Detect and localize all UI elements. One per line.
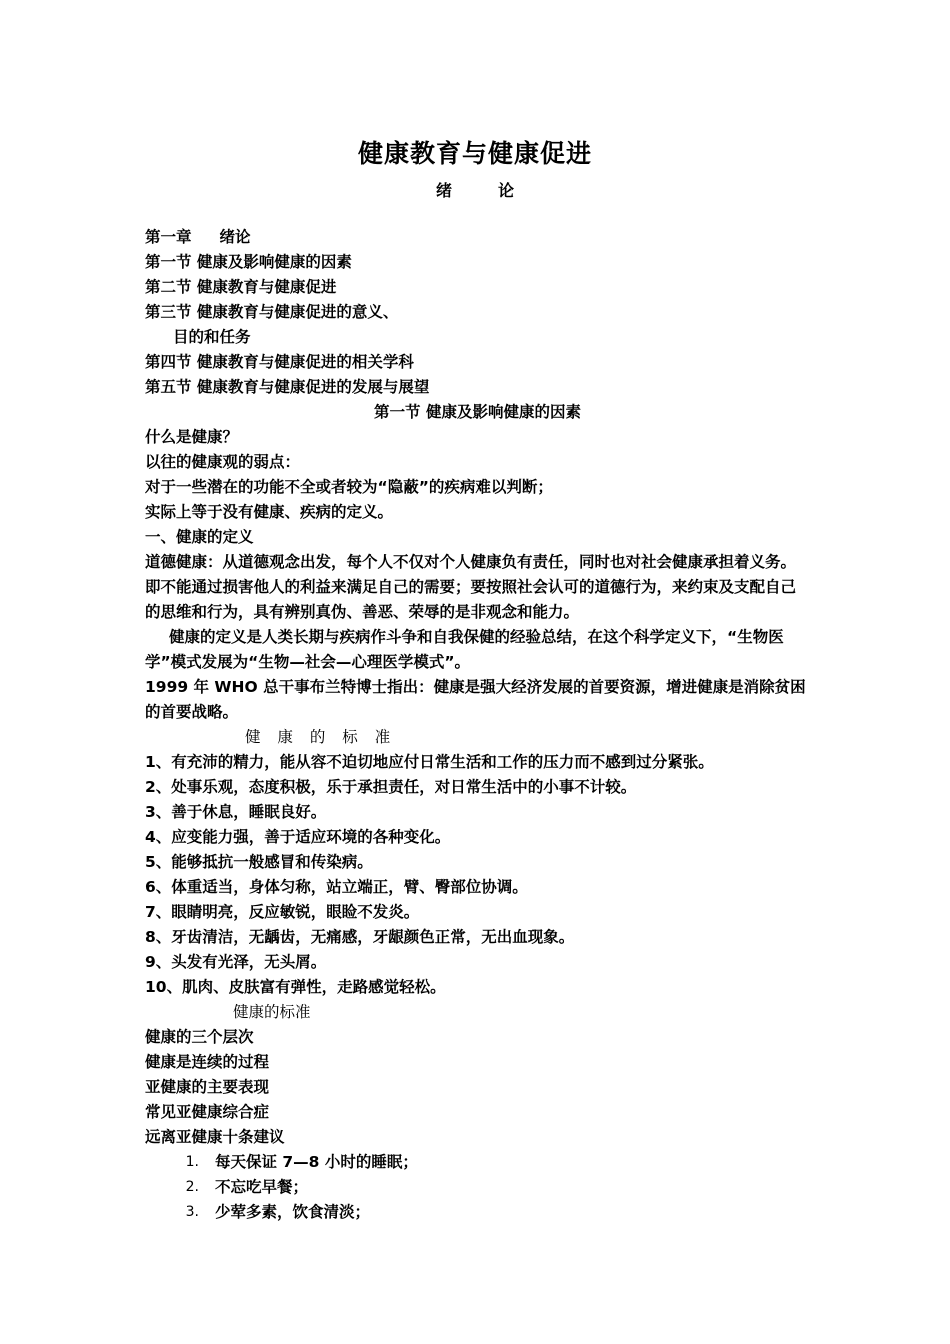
advice-item xyxy=(145,1175,810,1200)
subtitle-right: 论 xyxy=(498,181,515,200)
topic-line: 亚健康的主要表现 xyxy=(145,1078,270,1096)
advice-text: 少荤多素，饮食清淡； xyxy=(215,1203,371,1221)
standard-item: 6、体重适当，身体匀称，站立端正，臂、臀部位协调。 xyxy=(145,878,528,896)
standards-heading: 健 康 的 标 准 xyxy=(245,728,397,746)
toc-section: 第三节 健康教育与健康促进的意义、 xyxy=(145,303,399,321)
topic-line: 健康的三个层次 xyxy=(145,1028,254,1046)
body-line: 对于一些潜在的功能不全或者较为“隐蔽”的疾病难以判断； xyxy=(145,478,553,496)
toc-chapter: 第一章 绪论 xyxy=(145,228,251,246)
advice-item xyxy=(145,1200,810,1225)
topic-line: 常见亚健康综合症 xyxy=(145,1103,270,1121)
toc-section: 第二节 健康教育与健康促进 xyxy=(145,278,337,296)
toc-section: 第四节 健康教育与健康促进的相关学科 xyxy=(145,353,414,371)
advice-text: 不忘吃早餐； xyxy=(215,1178,309,1196)
document-subtitle xyxy=(0,178,950,201)
advice-text: 每天保证 7—8 小时的睡眠； xyxy=(215,1153,418,1171)
body-line: 以往的健康观的弱点： xyxy=(145,453,301,471)
body-line: 什么是健康？ xyxy=(145,428,239,446)
body-line: 实际上等于没有健康、疾病的定义。 xyxy=(145,503,394,521)
standards-heading-2: 健康的标准 xyxy=(233,1003,311,1021)
definition-summary-paragraph: 健康的定义是人类长期与疾病作斗争和自我保健的经验总结，在这个科学定义下，“生物医学”模式发展为“生物—社会—心理医学模式”。 xyxy=(145,628,784,671)
standard-item: 8、牙齿清洁，无龋齿，无痛感，牙龈颜色正常，无出血现象。 xyxy=(145,928,575,946)
advice-number: 3. xyxy=(185,1204,199,1220)
advice-number: 2. xyxy=(185,1179,199,1195)
subtitle-left: 绪 xyxy=(435,181,452,200)
toc-section: 第五节 健康教育与健康促进的发展与展望 xyxy=(145,378,430,396)
moral-health-paragraph: 道德健康：从道德观念出发，每个人不仅对个人健康负有责任，同时也对社会健康承担着义务。即不能通过损害他人的利益来满足自己的需要；要按照社会认可的道德行为，来约束及支配自己的思维和行为，具有辨别真伪、善恶、荣辱的是非观念和能力。 xyxy=(145,553,797,621)
topic-line: 健康是连续的过程 xyxy=(145,1053,270,1071)
document-body xyxy=(145,225,810,1225)
document-title: 健康教育与健康促进 xyxy=(357,139,592,168)
standard-item: 4、应变能力强，善于适应环境的各种变化。 xyxy=(145,828,451,846)
standard-item: 2、处事乐观，态度积极，乐于承担责任，对日常生活中的小事不计较。 xyxy=(145,778,637,796)
standard-item: 5、能够抵抗一般感冒和传染病。 xyxy=(145,853,373,871)
advice-item xyxy=(145,1150,810,1175)
standard-item: 9、头发有光泽，无头屑。 xyxy=(145,953,327,971)
toc-section: 第一节 健康及影响健康的因素 xyxy=(145,253,352,271)
advice-list xyxy=(145,1150,810,1225)
standard-item: 1、有充沛的精力，能从容不迫切地应付日常生活和工作的压力而不感到过分紧张。 xyxy=(145,753,714,771)
who-quote-paragraph: 1999 年 WHO 总干事布兰特博士指出：健康是强大经济发展的首要资源，增进健康是消除贫困的首要战略。 xyxy=(145,678,806,721)
definition-heading: 一、健康的定义 xyxy=(145,528,254,546)
section-heading: 第一节 健康及影响健康的因素 xyxy=(374,403,581,421)
toc-section-continued: 目的和任务 xyxy=(173,328,251,346)
standard-item: 3、善于休息，睡眠良好。 xyxy=(145,803,327,821)
standard-item: 7、眼睛明亮，反应敏锐，眼睑不发炎。 xyxy=(145,903,420,921)
standard-item: 10、肌肉、皮肤富有弹性，走路感觉轻松。 xyxy=(145,978,446,996)
topic-line: 远离亚健康十条建议 xyxy=(145,1128,285,1146)
advice-number: 1. xyxy=(185,1154,199,1170)
